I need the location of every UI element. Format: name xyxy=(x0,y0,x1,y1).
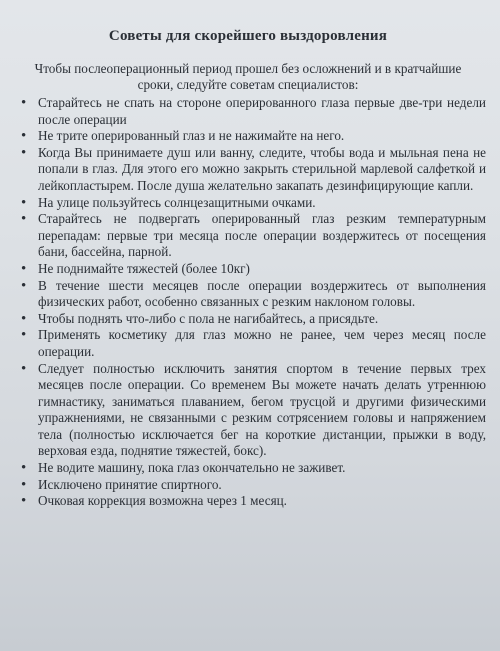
bullet-icon: • xyxy=(21,194,27,211)
list-item-text: Исключено принятие спиртного. xyxy=(38,476,222,492)
list-item xyxy=(10,211,486,261)
bullet-icon: • xyxy=(21,360,27,377)
list-item-text: Следует полностью исключить занятия спортом в течение первых трех месяцев после операции. Со временем Вы можете начать делать утреннюю гимнастику, заниматься плаванием, бегом трусцой и другими физическими упражнениями, не связанными с резким сотрясением головы и напряжением тела (полностью исключается бег на короткие дистанции, прыжки в воду, верховая езда, поднятие тяжестей, бокс). xyxy=(38,360,486,459)
list-item xyxy=(10,128,486,145)
bullet-icon: • xyxy=(21,260,27,277)
list-item xyxy=(10,95,486,128)
list-item-text: Когда Вы принимаете душ или ванну, следите, чтобы вода и мыльная пена не попали в глаз. Для этого его можно закрыть стерильной марлевой салфеткой и лейкопластырем. После душа желательно закапать дезинфицирующие капли. xyxy=(38,144,486,193)
list-item xyxy=(10,195,486,212)
tips-list xyxy=(10,95,486,510)
list-item-text: Старайтесь не подвергать оперированный глаз резким температурным перепадам: первые три месяца после операции воздержитесь от посещения бани, бассейна, парной. xyxy=(38,211,486,260)
list-item xyxy=(10,327,486,360)
bullet-icon: • xyxy=(21,277,27,294)
list-item xyxy=(10,460,486,477)
list-item-text: Очковая коррекция возможна через 1 месяц. xyxy=(38,493,287,509)
list-item xyxy=(10,145,486,195)
list-item xyxy=(10,278,486,311)
bullet-icon: • xyxy=(21,476,27,493)
bullet-icon: • xyxy=(21,211,27,228)
list-item-text: Не водите машину, пока глаз окончательно не заживет. xyxy=(38,460,346,476)
bullet-icon: • xyxy=(21,95,27,111)
bullet-icon: • xyxy=(21,327,27,344)
document-title: Советы для скорейшего выздоровления xyxy=(108,28,388,44)
bullet-icon: • xyxy=(21,493,27,510)
bullet-icon: • xyxy=(21,460,27,477)
list-item xyxy=(10,261,486,278)
list-item-text: На улице пользуйтесь солнцезащитными очками. xyxy=(38,194,316,210)
list-item xyxy=(10,311,486,328)
list-item-text: Не трите оперированный глаз и не нажимайте на него. xyxy=(38,128,345,144)
list-item-text: Чтобы поднять что-либо с пола не нагибайтесь, а присядьте. xyxy=(38,310,379,326)
bullet-icon: • xyxy=(21,144,27,161)
list-item-text: Не поднимайте тяжестей (более 10кг) xyxy=(38,260,250,276)
list-item xyxy=(10,493,486,510)
list-item-text: Старайтесь не спать на стороне оперированного глаза первые две-три недели после операции xyxy=(38,95,486,127)
list-item xyxy=(10,361,486,461)
list-item-text: В течение шести месяцев после операции воздержитесь от выполнения физических работ, особенно связанных с резким наклоном головы. xyxy=(38,277,486,310)
list-item-text: Применять косметику для глаз можно не ранее, чем через месяц после операции. xyxy=(38,327,486,359)
bullet-icon: • xyxy=(21,128,27,145)
list-item xyxy=(10,477,486,494)
intro-paragraph: Чтобы послеоперационный период прошел без осложнений и в кратчайшие сроки, следуйте советам специалистов: xyxy=(34,61,462,92)
bullet-icon: • xyxy=(21,310,27,327)
